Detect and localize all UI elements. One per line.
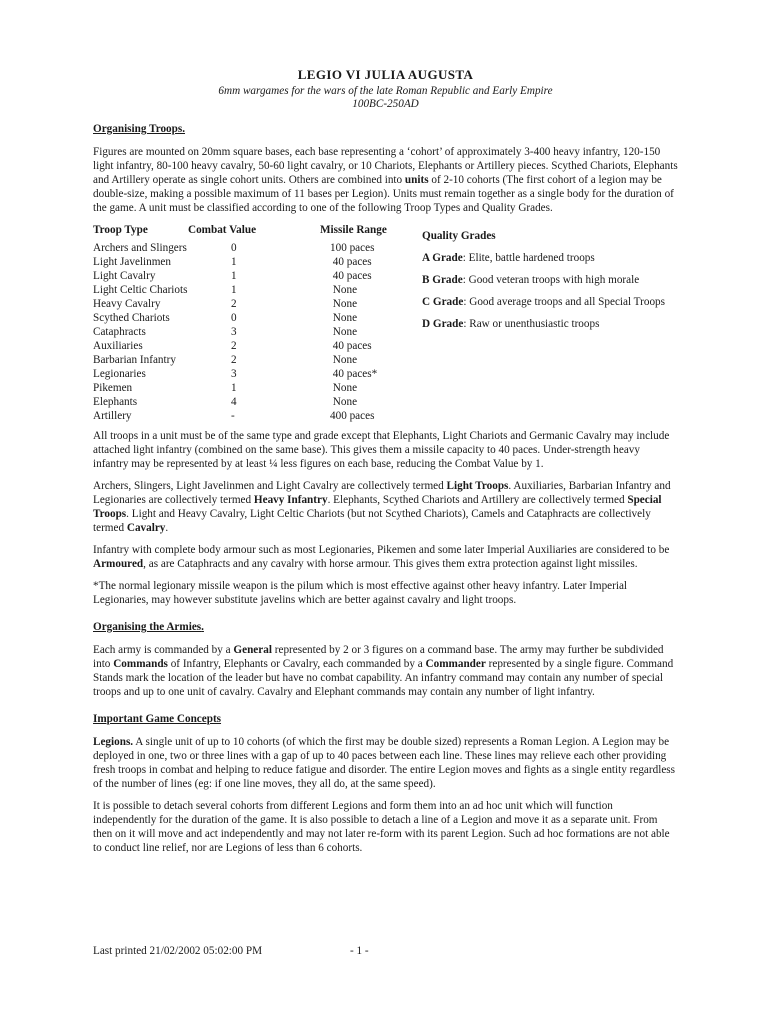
paragraph-troop-categories: Archers, Slingers, Light Javelinmen and Light Cavalry are collectively termed Light Troops. Auxiliaries, Barbarian Infantry and Legionaries are collectively termed Heavy Infantry. Elephants, Scythed Chariots and Artillery are collectively termed Special Troops. Light and Heavy Cavalry, Light Celtic Chariots (but not Scythed Chariots), Camels and Cataphracts are collectively termed Cavalry.	[93, 480, 671, 534]
document-page	[93, 68, 678, 863]
missile-range-cell: 40 paces	[330, 270, 372, 282]
missile-range-cell: None	[330, 312, 358, 324]
troop-type-table	[93, 223, 440, 423]
combat-value-cell: 1	[231, 256, 237, 268]
combat-value-cell: 0	[231, 242, 237, 254]
table-row	[93, 269, 440, 283]
heading-game-concepts: Important Game Concepts	[93, 713, 222, 725]
troop-type-cell: Light Cavalry	[93, 270, 156, 282]
troop-type-cell: Scythed Chariots	[93, 312, 170, 324]
column-header: Troop Type	[93, 224, 148, 236]
missile-range-cell: 400 paces	[330, 410, 375, 422]
paragraph-armour: Infantry with complete body armour such as most Legionaries, Pikemen and some later Imperial Auxiliaries are considered to be Armoured, as are Cataphracts and any cavalry with horse armour. This gives them extra protection against light missiles.	[93, 544, 670, 570]
table-row	[93, 409, 440, 423]
missile-range-cell: None	[330, 284, 358, 296]
troop-type-cell: Cataphracts	[93, 326, 146, 338]
table-row	[93, 339, 440, 353]
table-row	[93, 353, 440, 367]
troop-section	[93, 223, 678, 429]
column-header: Combat Value	[188, 224, 257, 236]
paragraph-pilum-note: *The normal legionary missile weapon is the pilum which is most effective against other heavy infantry. Later Imperial Legionaries, may however substitute javelins which are better against cavalry and light troops.	[93, 580, 628, 606]
grade-item: D Grade: Raw or unenthusiastic troops	[422, 318, 600, 330]
table-row	[93, 255, 440, 269]
combat-value-cell: 1	[231, 270, 237, 282]
missile-range-cell: 40 paces*	[330, 368, 378, 380]
grade-item: B Grade: Good veteran troops with high morale	[422, 274, 640, 286]
paragraph-unit-composition: All troops in a unit must be of the same type and grade except that Elephants, Light Chariots and Germanic Cavalry may include attached light infantry (combined on the same base). This gives them a missile capacity to 40 paces. Under-strength heavy infantry may be represented by at least ¼ less figures on each base, reducing the Combat Value by 1.	[93, 430, 670, 470]
missile-range-cell: None	[330, 396, 358, 408]
combat-value-cell: 4	[231, 396, 237, 408]
combat-value-cell: -	[231, 410, 235, 422]
combat-value-cell: 1	[231, 382, 237, 394]
troop-type-cell: Light Javelinmen	[93, 256, 171, 268]
combat-value-cell: 0	[231, 312, 237, 324]
footer-page-number: - 1 -	[350, 945, 369, 957]
missile-range-cell: 40 paces	[330, 340, 372, 352]
heading-organising-armies: Organising the Armies.	[93, 621, 204, 633]
paragraph-armies: Each army is commanded by a General represented by 2 or 3 figures on a command base. The army may further be subdivided into Commands of Infantry, Elephants or Cavalry, each commanded by a Commander represented by a single figure. Command Stands mark the location of the leader but have no combat capability. An infantry command may contain any number of special troops and up to one unit of cavalry. Cavalry and Elephant commands may contain any number of light infantry.	[93, 644, 674, 698]
combat-value-cell: 3	[231, 326, 237, 338]
table-row	[93, 311, 440, 325]
heading-organising-troops: Organising Troops.	[93, 123, 186, 135]
paragraph-legions: Legions. A single unit of up to 10 cohorts (of which the first may be double sized) represents a Roman Legion. A Legion may be deployed in one, two or three lines with a gap of up to 40 paces between each line. These lines may relieve each other providing fresh troops in combat and helping to reduce fatigue and disorder. The entire Legion moves and fights as a single entity regardless of the number of lines (eg: if one line moves, they all do, at the same speed).	[93, 736, 676, 790]
troop-type-cell: Artillery	[93, 410, 132, 422]
document-date-range: 100BC-250AD	[352, 98, 419, 110]
missile-range-cell: None	[330, 298, 358, 310]
table-row	[93, 297, 440, 311]
column-header: Missile Range	[320, 224, 387, 236]
missile-range-cell: None	[330, 354, 358, 366]
document-title: LEGIO VI JULIA AUGUSTA	[297, 67, 474, 82]
table-header-row	[93, 223, 440, 241]
troop-type-cell: Auxiliaries	[93, 340, 143, 352]
missile-range-cell: 40 paces	[330, 256, 372, 268]
footer-last-printed: Last printed 21/02/2002 05:02:00 PM	[93, 945, 263, 957]
table-row	[93, 283, 440, 297]
troop-type-cell: Heavy Cavalry	[93, 298, 161, 310]
troop-type-cell: Elephants	[93, 396, 138, 408]
combat-value-cell: 2	[231, 298, 237, 310]
grade-item: C Grade: Good average troops and all Special Troops	[422, 296, 665, 308]
table-row	[93, 395, 440, 409]
grade-item: A Grade: Elite, battle hardened troops	[422, 252, 595, 264]
missile-range-cell: 100 paces	[330, 242, 375, 254]
table-row	[93, 367, 440, 381]
combat-value-cell: 2	[231, 354, 237, 366]
quality-grades	[422, 229, 678, 339]
troop-type-cell: Pikemen	[93, 382, 133, 394]
paragraph-detachments: It is possible to detach several cohorts from different Legions and form them into an ad hoc unit which will function independently for the duration of the game. It is also possible to detach a line of a Legion and move it as a separate unit. From then on it will move and act independently and may not later re-form with its parent Legion. Such ad hoc formations are not able to conduct line relief, nor are Legions of less than 6 cohorts.	[93, 800, 670, 854]
combat-value-cell: 3	[231, 368, 237, 380]
missile-range-cell: None	[330, 326, 358, 338]
combat-value-cell: 2	[231, 340, 237, 352]
troop-type-cell: Light Celtic Chariots	[93, 284, 188, 296]
troop-type-cell: Archers and Slingers	[93, 242, 187, 254]
document-subtitle: 6mm wargames for the wars of the late Roman Republic and Early Empire	[218, 85, 553, 97]
troop-type-cell: Barbarian Infantry	[93, 354, 176, 366]
combat-value-cell: 1	[231, 284, 237, 296]
table-row	[93, 381, 440, 395]
troop-type-cell: Legionaries	[93, 368, 146, 380]
missile-range-cell: None	[330, 382, 358, 394]
paragraph-organising-troops: Figures are mounted on 20mm square bases, each base representing a ‘cohort’ of approximately 3-400 heavy infantry, 120-150 light infantry, 80-100 heavy cavalry, 50-60 light cavalry, or 10 Chariots, Elephants or Artillery pieces. Scythed Chariots, Elephants and Artillery operate as single cohort units. Others are combined into units of 2-10 cohorts (The first cohort of a legion may be double-size, making a possible maximum of 11 bases per Legion). Units must remain together as a single body for the duration of the game. A unit must be classified according to one of the following Troop Types and Quality Grades.	[93, 146, 678, 214]
table-row	[93, 325, 440, 339]
table-row	[93, 241, 440, 255]
quality-grades-heading: Quality Grades	[422, 230, 496, 242]
